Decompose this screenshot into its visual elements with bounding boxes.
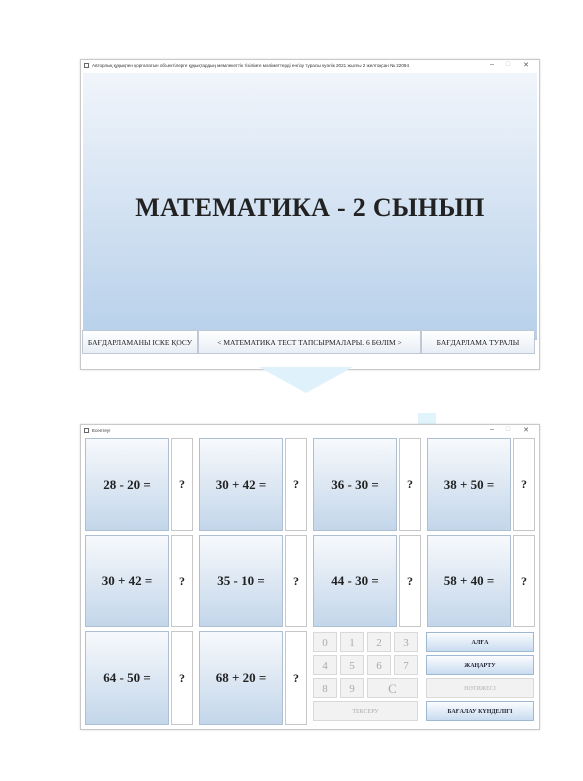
digit-key-2[interactable]: 2 — [367, 632, 391, 652]
digit-key-4[interactable]: 4 — [313, 655, 337, 675]
problem-card: 35 - 10 = — [199, 535, 283, 627]
math-tasks-button[interactable]: < МАТЕМАТИКА ТЕСТ ТАПСЫРМАЛАРЫ. 6 БӨЛІМ > — [198, 330, 421, 354]
maximize-button[interactable]: □ — [505, 61, 511, 68]
answer-box[interactable]: ? — [171, 535, 193, 627]
answer-box[interactable]: ? — [285, 631, 307, 725]
digit-key-1[interactable]: 1 — [340, 632, 364, 652]
maximize-button[interactable]: □ — [505, 426, 511, 433]
problem-card: 36 - 30 = — [313, 438, 397, 531]
close-button[interactable]: ✕ — [523, 427, 529, 434]
answer-box[interactable]: ? — [285, 438, 307, 531]
answer-box[interactable]: ? — [285, 535, 307, 627]
hero-panel — [83, 73, 537, 340]
problem-card: 38 + 50 = — [427, 438, 511, 531]
answer-box[interactable]: ? — [513, 438, 535, 531]
problem-card: 30 + 42 = — [85, 535, 169, 627]
grade-journal-button[interactable]: БАҒАЛАУ КҮНДЕЛІГІ — [426, 701, 534, 721]
update-button[interactable]: ЖАҢАРТУ — [426, 655, 534, 675]
result-button[interactable]: НӘТИЖЕСІ — [426, 678, 534, 698]
window-title: Есептеу! — [92, 428, 111, 433]
next-button[interactable]: АЛҒА — [426, 632, 534, 652]
page-title: МАТЕМАТИКА - 2 СЫНЫП — [135, 193, 485, 222]
problem-card: 64 - 50 = — [85, 631, 169, 725]
digit-key-6[interactable]: 6 — [367, 655, 391, 675]
digit-key-9[interactable]: 9 — [340, 678, 364, 698]
answer-box[interactable]: ? — [399, 535, 421, 627]
menu-row — [82, 330, 536, 354]
close-button[interactable]: ✕ — [523, 62, 529, 69]
digit-key-3[interactable]: 3 — [394, 632, 418, 652]
app-icon — [84, 428, 89, 433]
problem-card: 28 - 20 = — [85, 438, 169, 531]
calculation-window — [80, 424, 540, 730]
window-title: Авторлық құқықпен қорғалатын объектілерге құқықтардың мемлекеттік тізілімге мәліметтерді енгізу туралы куәлік 2021 жылғы 2 желтоқсан № 22094 — [92, 63, 410, 68]
problem-card: 30 + 42 = — [199, 438, 283, 531]
digit-key-7[interactable]: 7 — [394, 655, 418, 675]
about-program-button[interactable]: БАҒДАРЛАМА ТУРАЛЫ — [421, 330, 535, 354]
clear-key[interactable]: C — [367, 678, 418, 698]
problem-card: 68 + 20 = — [199, 631, 283, 725]
main-menu-window — [80, 59, 540, 370]
problem-card: 58 + 40 = — [427, 535, 511, 627]
answer-box[interactable]: ? — [171, 631, 193, 725]
minimize-button[interactable]: – — [490, 426, 494, 433]
check-button[interactable]: ТЕКСЕРУ — [313, 701, 418, 721]
answer-box[interactable]: ? — [399, 438, 421, 531]
title-bar — [81, 425, 539, 437]
digit-key-0[interactable]: 0 — [313, 632, 337, 652]
answer-box[interactable]: ? — [513, 535, 535, 627]
minimize-button[interactable]: – — [490, 61, 494, 68]
app-icon — [84, 63, 89, 68]
digit-key-5[interactable]: 5 — [340, 655, 364, 675]
title-bar — [81, 60, 539, 72]
start-program-button[interactable]: БАҒДАРЛАМАНЫ ІСКЕ ҚОСУ — [82, 330, 198, 354]
down-arrow-decoration — [259, 367, 353, 393]
answer-box[interactable]: ? — [171, 438, 193, 531]
digit-key-8[interactable]: 8 — [313, 678, 337, 698]
problem-card: 44 - 30 = — [313, 535, 397, 627]
